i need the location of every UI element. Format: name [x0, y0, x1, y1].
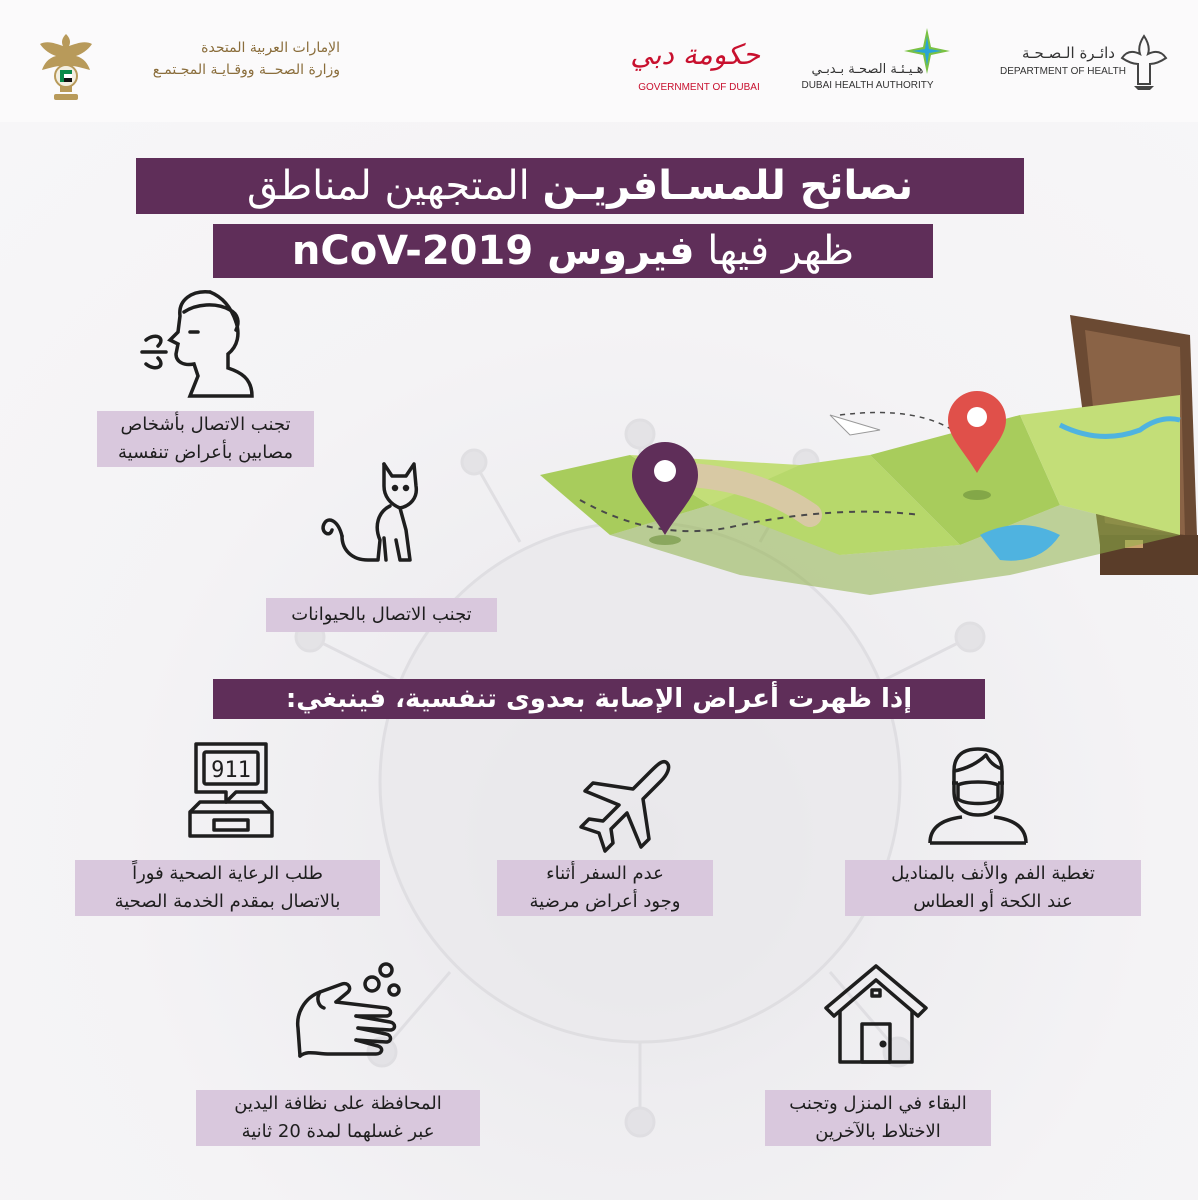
main-content	[0, 122, 1198, 1200]
person-breathing-icon	[140, 288, 260, 400]
title-line-1-regular: المتجهين لمناطق	[246, 163, 543, 209]
abu-dhabi-falcon-emblem-icon	[1120, 34, 1168, 92]
dha-arabic: هـيـئـة الصحـة بـدبـي	[811, 62, 924, 77]
title-line-1-bold: نصائح للمسـافريـن	[542, 163, 913, 209]
tip-avoid-animals-line1: تجنب الاتصال بالحيوانات	[291, 604, 472, 625]
tip-avoid-sick-people-line2: مصابين بأعراض تنفسية	[118, 442, 293, 463]
phone-911-icon	[186, 740, 276, 840]
tip-cover-mouth	[845, 860, 1141, 916]
dubai-gov-arabic: حكومة دبي	[630, 38, 760, 71]
tip-seek-care	[75, 860, 380, 916]
tip-stay-home	[765, 1090, 991, 1146]
uae-falcon-emblem-icon	[36, 30, 96, 106]
tip-no-travel-line2: وجود أعراض مرضية	[529, 891, 681, 912]
doh-arabic: دائـرة الـصـحـة	[1022, 44, 1115, 62]
virus-background-icon	[0, 122, 1198, 1200]
hand-washing-icon	[290, 958, 410, 1070]
tip-hand-hygiene	[196, 1090, 480, 1146]
tip-hand-hygiene-line1: المحافظة على نظافة اليدين	[234, 1093, 442, 1114]
title-line-2-bold: فيروس nCoV-2019	[291, 228, 695, 274]
title-line-2-regular: ظهر فيها	[694, 228, 855, 274]
tip-cover-mouth-line1: تغطية الفم والأنف بالمناديل	[891, 863, 1095, 884]
house-icon	[822, 960, 930, 1068]
tip-seek-care-line2: بالاتصال بمقدم الخدمة الصحية	[114, 891, 341, 912]
uae-line1: الإمارات العربية المتحدة	[201, 40, 340, 56]
header-logos	[0, 0, 1198, 122]
dubai-gov-english: GOVERNMENT OF DUBAI	[638, 82, 760, 93]
map-suitcase-illustration	[540, 305, 1198, 605]
tip-stay-home-line2: الاختلاط بالآخرين	[815, 1121, 941, 1142]
tip-no-travel	[497, 860, 713, 916]
dha-english: DUBAI HEALTH AUTHORITY	[801, 80, 934, 91]
title-line-1	[136, 158, 1024, 214]
tip-seek-care-line1: طلب الرعاية الصحية فوراً	[132, 863, 323, 884]
tip-cover-mouth-line2: عند الكحة أو العطاس	[913, 891, 1073, 912]
phone-911-number: 911	[211, 758, 251, 783]
cat-icon	[320, 460, 424, 566]
tip-no-travel-line1: عدم السفر أثناء	[546, 863, 664, 884]
tip-avoid-sick-people-line1: تجنب الاتصال بأشخاص	[120, 414, 291, 435]
tip-avoid-animals	[266, 598, 497, 632]
symptoms-subheading: إذا ظهرت أعراض الإصابة بعدوى تنفسية، فينبغي:	[213, 679, 985, 719]
tip-stay-home-line1: البقاء في المنزل وتجنب	[789, 1093, 967, 1114]
face-mask-person-icon	[926, 745, 1030, 847]
airplane-icon	[575, 755, 675, 855]
doh-english: DEPARTMENT OF HEALTH	[1000, 66, 1126, 77]
uae-line2: وزارة الصحــة ووقـايـة المجـتمـع	[152, 62, 340, 78]
tip-hand-hygiene-line2: عبر غسلهما لمدة 20 ثانية	[241, 1121, 435, 1142]
title-line-2	[213, 224, 933, 278]
tip-avoid-sick-people	[97, 411, 314, 467]
